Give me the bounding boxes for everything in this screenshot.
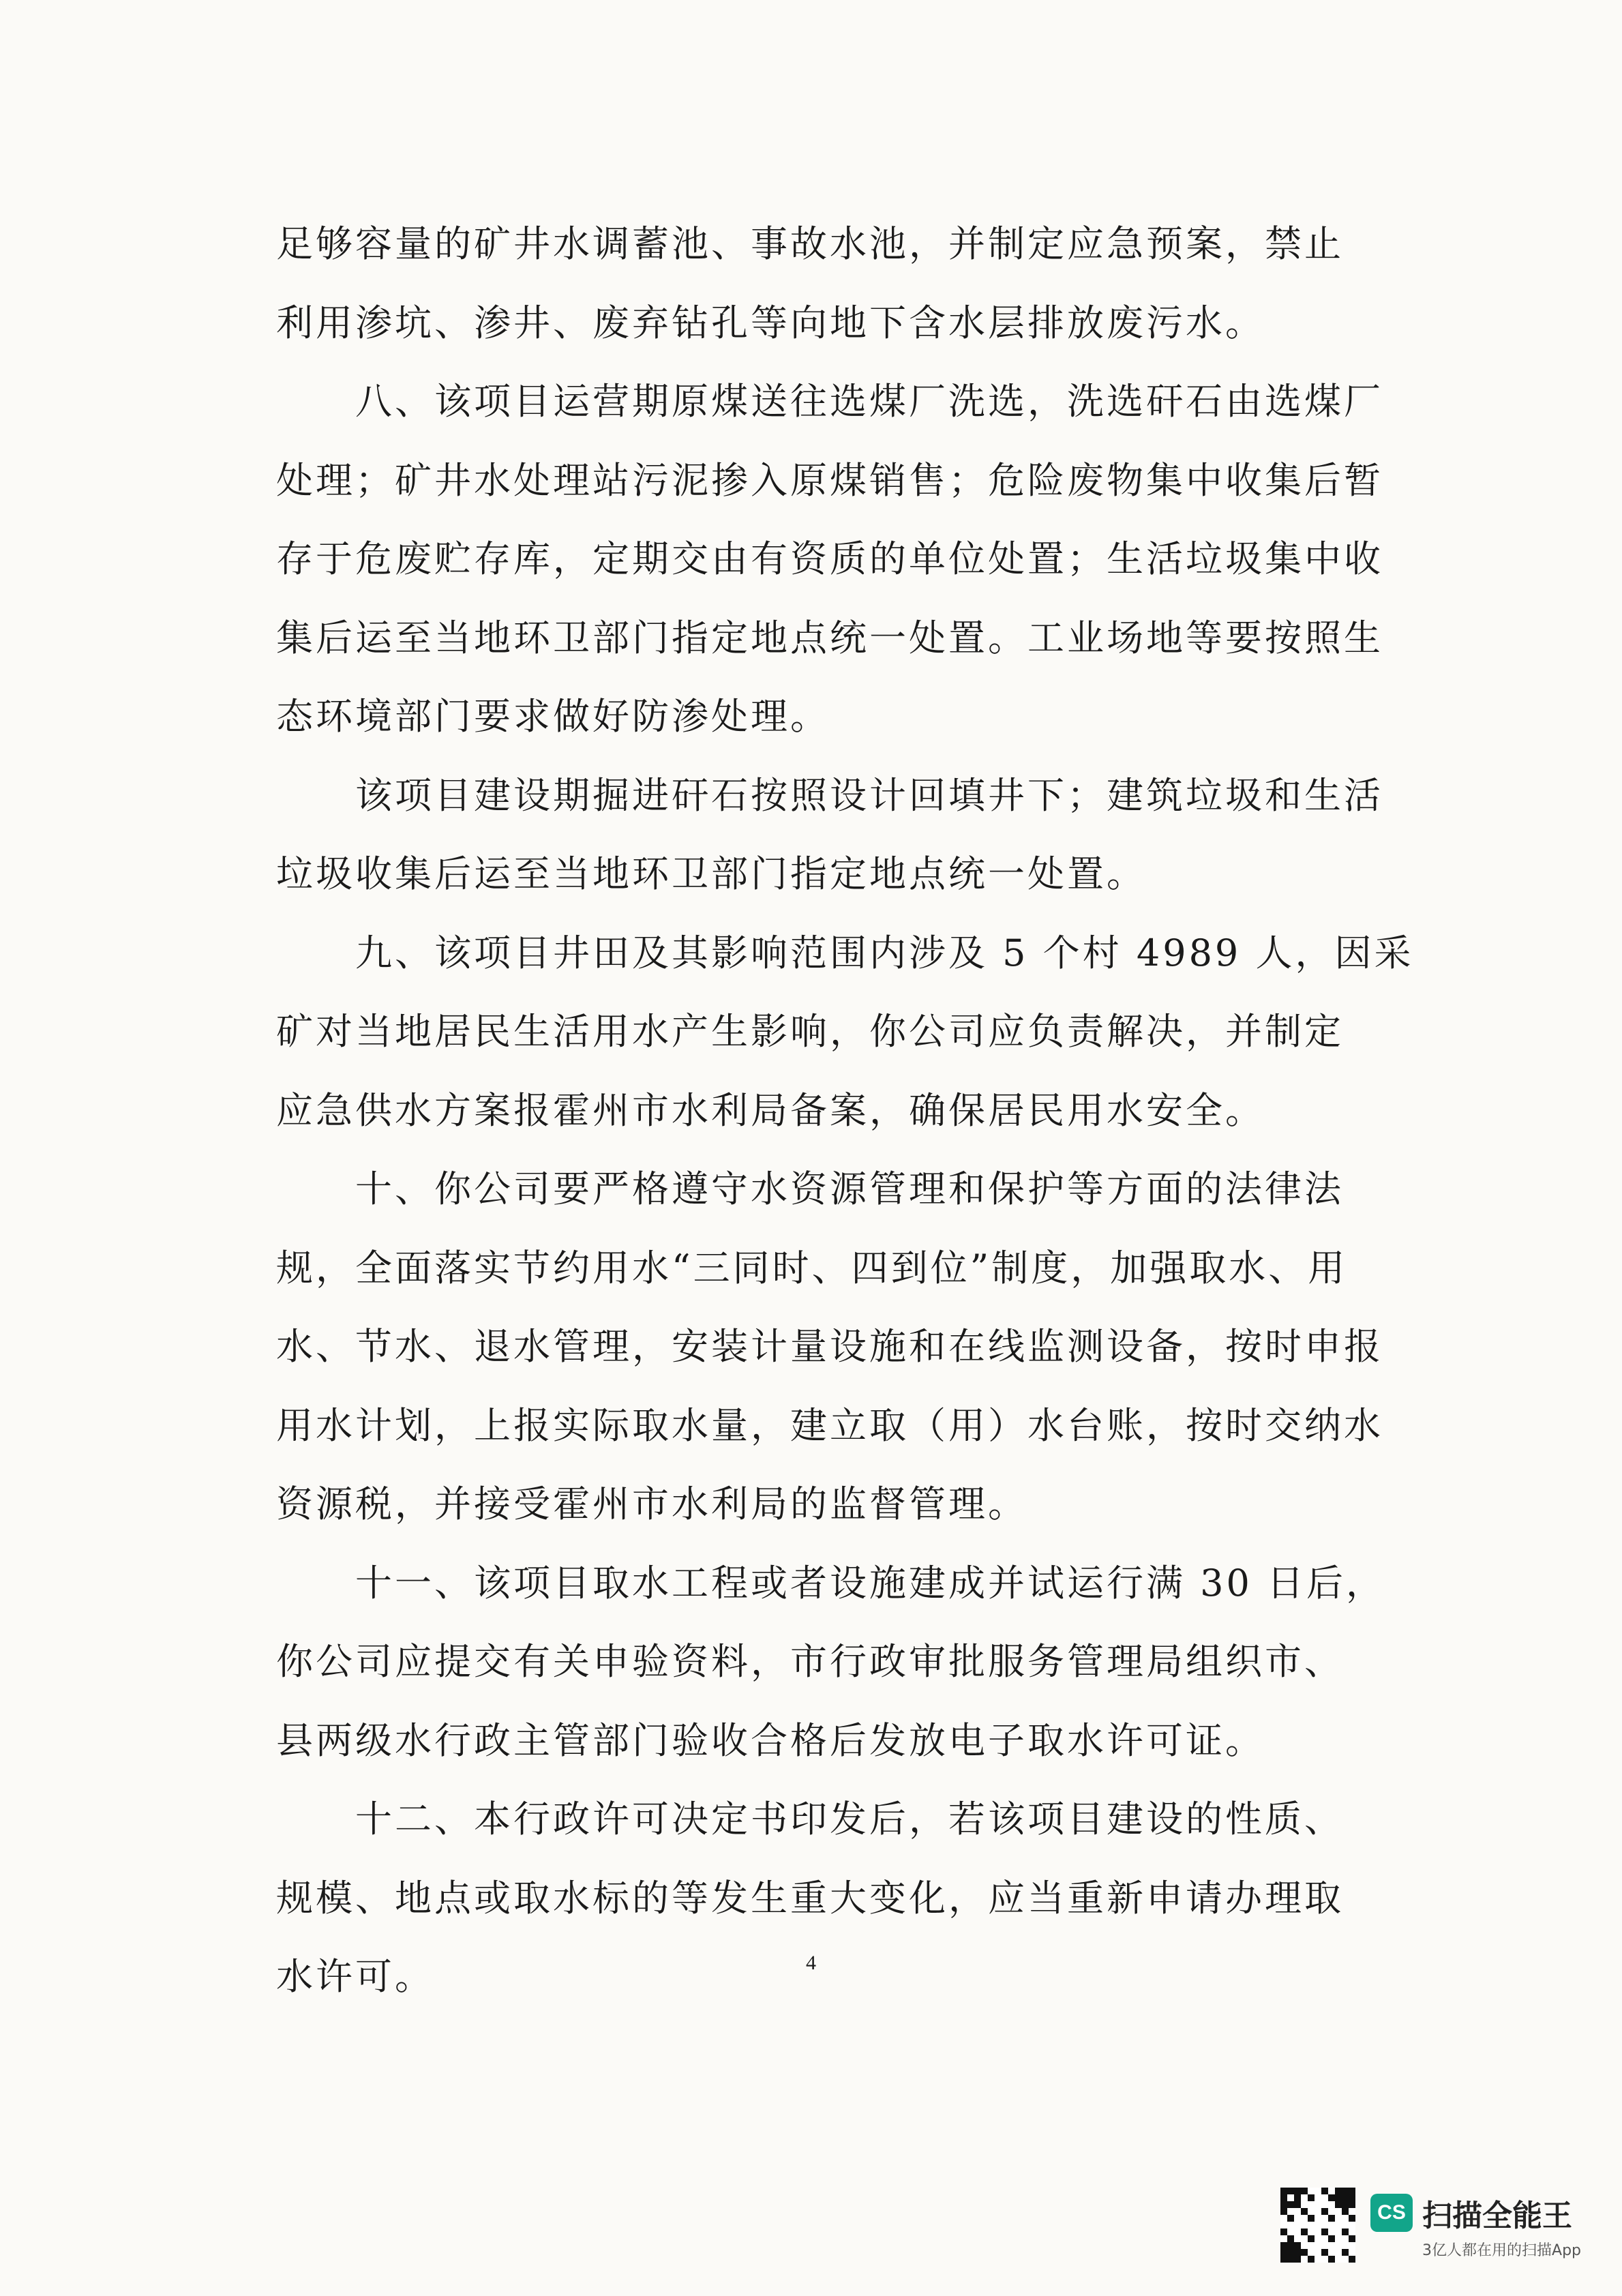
text-line: 资源税，并接受霍州市水利局的监督管理。 [276,1482,1027,1525]
text-line: 你公司应提交有关申验资料，市行政审批服务管理局组织市、 [276,1640,1344,1683]
text-line: 存于危废贮存库，定期交由有资质的单位处置；生活垃圾集中收 [276,537,1383,580]
body-text [276,205,1414,2016]
camscanner-logo-icon: CS [1370,2194,1413,2232]
text-line: 应急供水方案报霍州市水利局备案，确保居民用水安全。 [276,1088,1265,1132]
brand-block [1370,2191,1581,2260]
brand-tagline: 3亿人都在用的扫描App [1422,2241,1581,2259]
text-line: 规，全面落实节约用水“三同时、四到位”制度，加强取水、用 [276,1246,1348,1289]
text-line: 十二、本行政许可决定书印发后，若该项目建设的性质、 [276,1798,1344,1840]
text-line: 水许可。 [276,1955,434,1998]
text-line: 该项目建设期掘进矸石按照设计回填井下；建筑垃圾和生活 [276,773,1383,817]
text-line: 垃圾收集后运至当地环卫部门指定地点统一处置。 [276,852,1146,895]
text-line: 十、你公司要严格遵守水资源管理和保护等方面的法律法 [276,1167,1344,1210]
text-line: 八、该项目运营期原煤送往选煤厂洗选，洗选矸石由选煤厂 [276,380,1383,423]
text-line: 十一、该项目取水工程或者设施建成并试运行满 30 日后， [276,1561,1386,1605]
page-number: 4 [806,1952,816,1974]
text-line: 利用渗坑、渗井、废弃钻孔等向地下含水层排放废污水。 [276,301,1265,344]
text-line: 态环境部门要求做好防渗处理。 [276,695,830,738]
scanner-watermark [1280,2188,1581,2263]
brand-name: 扫描全能王 [1422,2198,1573,2233]
text-line: 县两级水行政主管部门验收合格后发放电子取水许可证。 [276,1718,1265,1762]
text-line: 集后运至当地环卫部门指定地点统一处置。工业场地等要按照生 [276,616,1383,659]
text-line: 足够容量的矿井水调蓄池、事故水池，并制定应急预案，禁止 [276,222,1344,265]
text-line: 规模、地点或取水标的等发生重大变化，应当重新申请办理取 [276,1876,1344,1920]
text-line: 九、该项目井田及其影响范围内涉及 5 个村 4989 人，因采 [276,931,1414,974]
qr-code-icon [1280,2188,1355,2263]
text-line: 处理；矿井水处理站污泥掺入原煤销售；危险废物集中收集后暂 [276,458,1383,502]
text-line: 矿对当地居民生活用水产生影响，你公司应负责解决，并制定 [276,1010,1344,1053]
text-line: 水、节水、退水管理，安装计量设施和在线监测设备，按时申报 [276,1325,1383,1368]
text-line: 用水计划，上报实际取水量，建立取（用）水台账，按时交纳水 [276,1403,1383,1447]
